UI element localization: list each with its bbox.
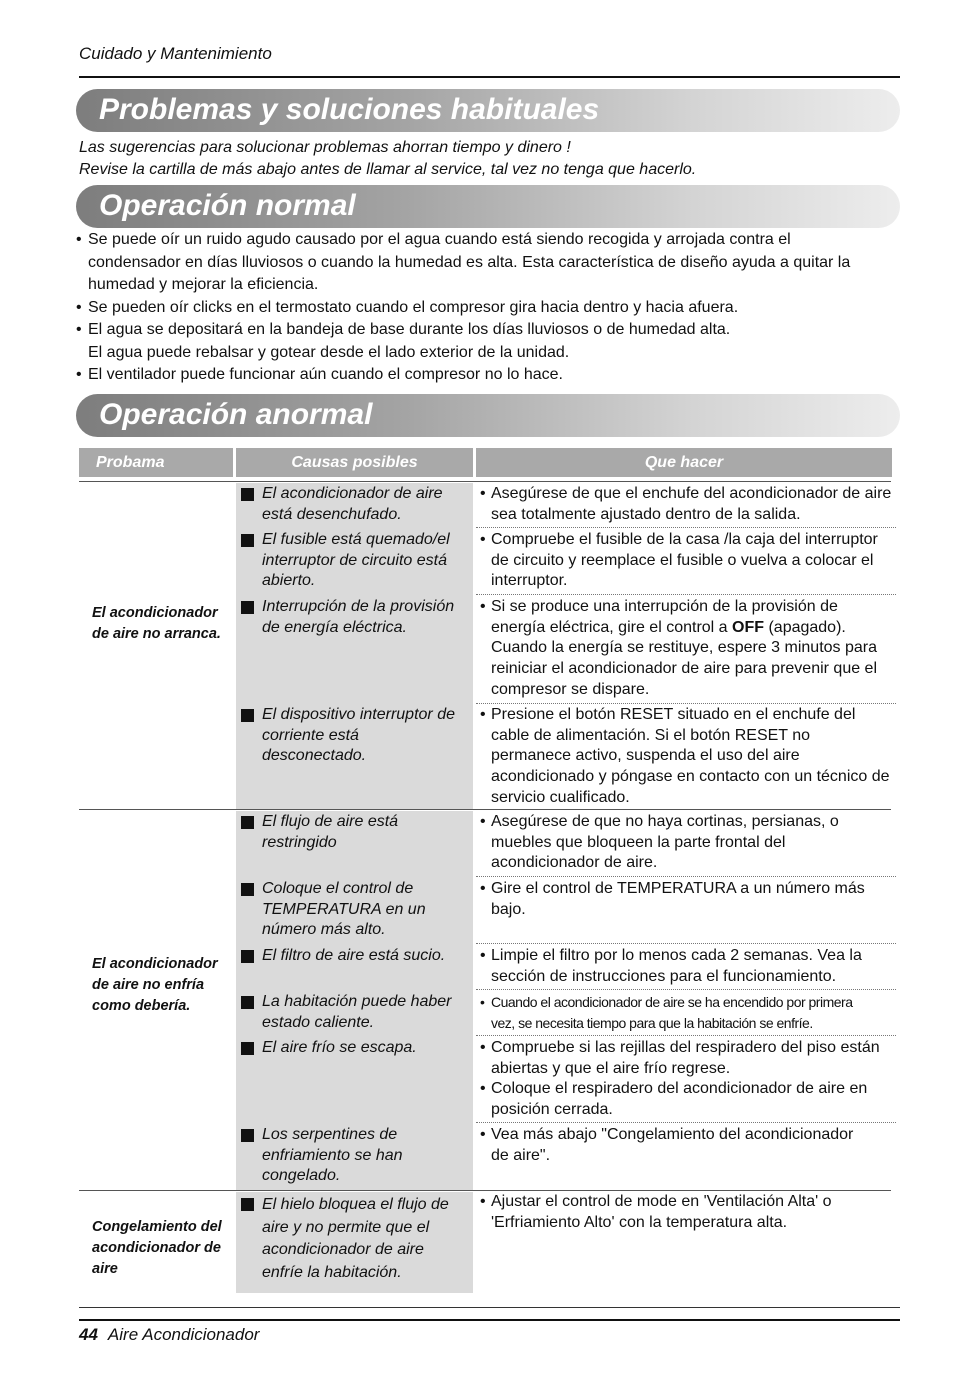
action-item: • Limpie el filtro por lo menos cada 2 semanas. Vea la sección de instrucciones para el funcionamiento.: [480, 947, 862, 985]
sub-row-divider: [476, 989, 896, 990]
action-item: • Gire el control de TEMPERATURA a un número más bajo.: [480, 880, 865, 918]
intro-text: [79, 137, 899, 181]
banner-abnormal-title: Operación anormal: [99, 398, 373, 431]
square-bullet-icon: [241, 950, 254, 963]
problem-label: El acondicionador de aire no arranca.: [92, 605, 221, 642]
cause-item: La habitación puede haber estado caliente.: [241, 992, 473, 1033]
footer: [79, 1325, 259, 1345]
action-item: • Ajustar el control de mode en 'Ventilación Alta' o 'Erfriamiento Alto' con la temperatura alta.: [480, 1193, 832, 1231]
normal-operation-list: [76, 229, 900, 387]
square-bullet-icon: [241, 996, 254, 1009]
cause-item: Coloque el control de TEMPERATURA en un número más alto.: [241, 879, 473, 941]
cause-item: El aire frío se escapa.: [241, 1038, 473, 1059]
list-item: • El ventilador puede funcionar aún cuando el compresor no lo hace.: [76, 366, 563, 383]
action-item: • Asegúrese de que no haya cortinas, persianas, o muebles que bloqueen la parte frontal del acondicionador de aire.: [480, 813, 839, 872]
sub-row-divider: [476, 943, 896, 944]
banner-abnormal: [76, 394, 900, 437]
sub-row-divider: [476, 876, 896, 877]
off-keyword: OFF: [732, 618, 765, 636]
sub-row-divider: [476, 594, 896, 595]
square-bullet-icon: [241, 816, 254, 829]
table-row-divider: [79, 1190, 891, 1191]
square-bullet-icon: [241, 1042, 254, 1055]
action-item: • Vea más abajo "Congelamiento del acondicionador de aire".: [480, 1126, 854, 1164]
banner-problems: [76, 89, 900, 132]
intro-line: Revise la cartilla de más abajo antes de llamar al service, tal vez no tenga que hacerlo.: [79, 161, 697, 178]
list-item: • El agua se depositará en la bandeja de base durante los días lluviosos o de humedad alta. El agua puede rebalsar y gotear desde el lado exterior de la unidad.: [76, 321, 731, 361]
cause-item: El fusible está quemado/el interruptor de circuito está abierto.: [241, 530, 473, 592]
banner-normal: [76, 185, 900, 228]
sub-row-divider: [476, 703, 896, 704]
intro-line: Las sugerencias para solucionar problemas ahorran tiempo y dinero !: [79, 139, 571, 156]
table-bottom-divider: [79, 1307, 900, 1308]
square-bullet-icon: [241, 709, 254, 722]
action-item: • Asegúrese de que el enchufe del acondicionador de aire sea totalmente ajustado dentro de la salida.: [480, 485, 892, 523]
square-bullet-icon: [241, 488, 254, 501]
footer-title: Aire Acondicionador: [107, 1325, 260, 1344]
problem-label: El acondicionador de aire no enfría como debería.: [92, 956, 218, 1014]
cause-item: El filtro de aire está sucio.: [241, 946, 473, 967]
footer-divider: [79, 1319, 900, 1321]
square-bullet-icon: [241, 1129, 254, 1142]
sub-row-divider: [476, 1122, 896, 1123]
column-header-problem: Probama: [79, 448, 233, 477]
column-header-causes: Causas posibles: [236, 448, 473, 477]
banner-problems-title: Problemas y soluciones habituales: [99, 93, 600, 126]
square-bullet-icon: [241, 883, 254, 896]
action-item: • Presione el botón RESET situado en el enchufe del cable de alimentación. Si el botón RESET no permanece activo, suspenda el uso del aire acondicionado y póngase en contacto con un técnico de servicio cualificado.: [480, 706, 890, 806]
table-row-divider: [79, 481, 891, 482]
problem-label: Congelamiento del acondicionador de aire: [92, 1219, 222, 1277]
square-bullet-icon: [241, 601, 254, 614]
action-item: • Compruebe el fusible de la casa /la caja del interruptor de circuito y reemplace el fusible o vuelva a colocar el interruptor.: [480, 531, 878, 590]
cause-item: Interrupción de la provisión de energía eléctrica.: [241, 597, 473, 638]
column-header-action: Que hacer: [476, 448, 892, 477]
action-item: • Compruebe si las rejillas del respiradero del piso están abiertas y que el aire frío regrese. • Coloque el respiradero del acondicionador de aire en posición cerrada.: [480, 1039, 880, 1119]
page-number: 44: [79, 1325, 98, 1344]
action-item: • Cuando el acondicionador de aire se ha encendido por primera vez, se necesita tiempo para que la habitación se enfríe.: [480, 994, 853, 1031]
header-divider: [79, 76, 900, 78]
square-bullet-icon: [241, 534, 254, 547]
banner-normal-title: Operación normal: [99, 189, 356, 222]
list-item: • Se pueden oír clicks en el termostato cuando el compresor gira hacia dentro y hacia afuera.: [76, 298, 739, 316]
square-bullet-icon: [241, 1198, 254, 1211]
cause-item: El acondicionador de aire está desenchufado.: [241, 484, 473, 525]
cause-item: El flujo de aire está restringido: [241, 812, 473, 853]
sub-row-divider: [476, 1035, 896, 1036]
cause-item: El dispositivo interruptor de corriente está desconectado.: [241, 705, 473, 767]
action-item: • Si se produce una interrupción de la provisión de energía eléctrica, gire el control a OFF (apagado). Cuando la energía se restituye, espere 3 minutos para reiniciar el acondicionador de aire para prevenir que el compresor se dispare.: [480, 598, 878, 698]
cause-item: Los serpentines de enfriamiento se han congelado.: [241, 1125, 473, 1187]
section-header: Cuidado y Mantenimiento: [79, 44, 272, 63]
list-item: • Se puede oír un ruido agudo causado por el agua cuando está siendo recogida y arrojada contra el condensador en días lluviosos o cuando la humedad es alta. Esta característica de diseño ayuda a quitar la humedad y mejorar la eficiencia.: [76, 231, 851, 293]
cause-item: El hielo bloquea el flujo de aire y no permite que el acondicionador de aire enfríe la habitación.: [241, 1194, 473, 1284]
table-row-divider: [79, 809, 891, 810]
sub-row-divider: [476, 527, 896, 528]
